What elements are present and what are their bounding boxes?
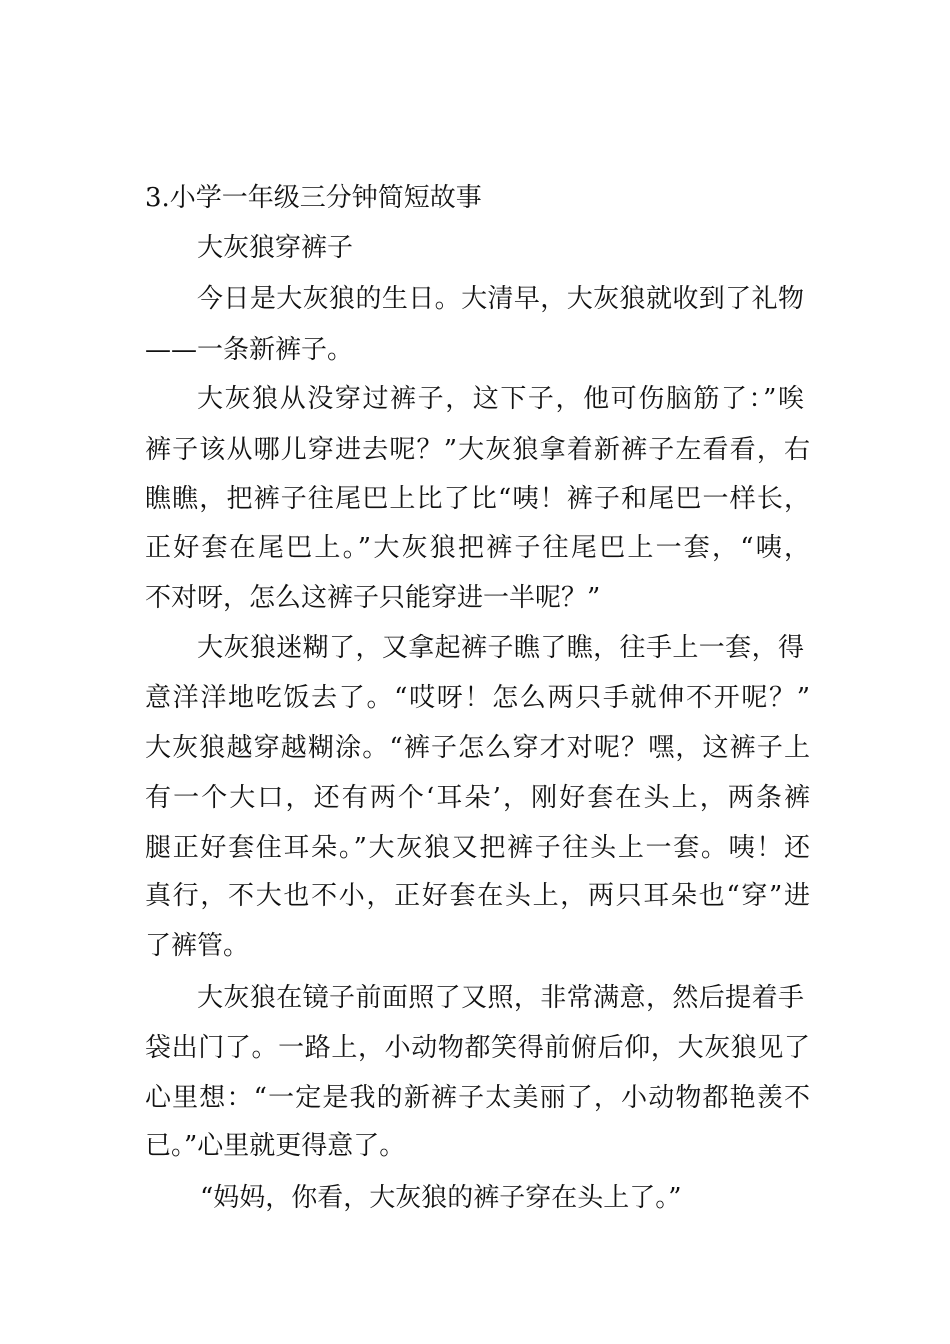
section-heading: 3.小学一年级三分钟简短故事 [145,183,482,213]
paragraph-line: 袋出门了。一路上，小动物都笑得前俯后仰，大灰狼见了 [145,1033,810,1063]
paragraph-line: 不对呀，怎么这裤子只能穿进一半呢？” [145,583,601,613]
paragraph-line: 有一个大口，还有两个‘耳朵’，刚好套在头上，两条裤 [145,783,810,813]
paragraph-line: ——一条新裤子。 [145,335,354,365]
paragraph-line: 正好套在尾巴上。”大灰狼把裤子往尾巴上一套，“咦， [145,533,810,563]
story-title: 大灰狼穿裤子 [197,233,354,263]
paragraph-line: 大灰狼从没穿过裤子，这下子，他可伤脑筋了：”唉 [197,384,804,414]
paragraph-line: 已。”心里就更得意了。 [145,1131,406,1161]
paragraph-line: 今日是大灰狼的生日。大清早，大灰狼就收到了礼物 [197,284,804,314]
paragraph-line: 心里想：“一定是我的新裤子太美丽了，小动物都艳羡不 [145,1083,810,1113]
paragraph-line: 瞧瞧，把裤子往尾巴上比了比“咦！裤子和尾巴一样长， [145,484,810,514]
paragraph-line: 大灰狼迷糊了，又拿起裤子瞧了瞧，往手上一套，得 [197,633,804,663]
paragraph-line: 了裤管。 [145,931,250,961]
paragraph-line: 意洋洋地吃饭去了。“哎呀！怎么两只手就伸不开呢？” [145,683,810,713]
paragraph-line: 真行，不大也不小，正好套在头上，两只耳朵也“穿”进 [145,881,810,911]
paragraph-line: 大灰狼越穿越糊涂。“裤子怎么穿才对呢？嘿，这裤子上 [145,733,810,763]
paragraph-line: 大灰狼在镜子前面照了又照，非常满意，然后提着手 [197,983,804,1013]
paragraph-line: 腿正好套住耳朵。”大灰狼又把裤子往头上一套。咦！还 [145,833,810,863]
paragraph-line: “妈妈，你看，大灰狼的裤子穿在头上了。” [200,1183,682,1213]
paragraph-line: 裤子该从哪儿穿进去呢？”大灰狼拿着新裤子左看看，右 [145,435,810,465]
